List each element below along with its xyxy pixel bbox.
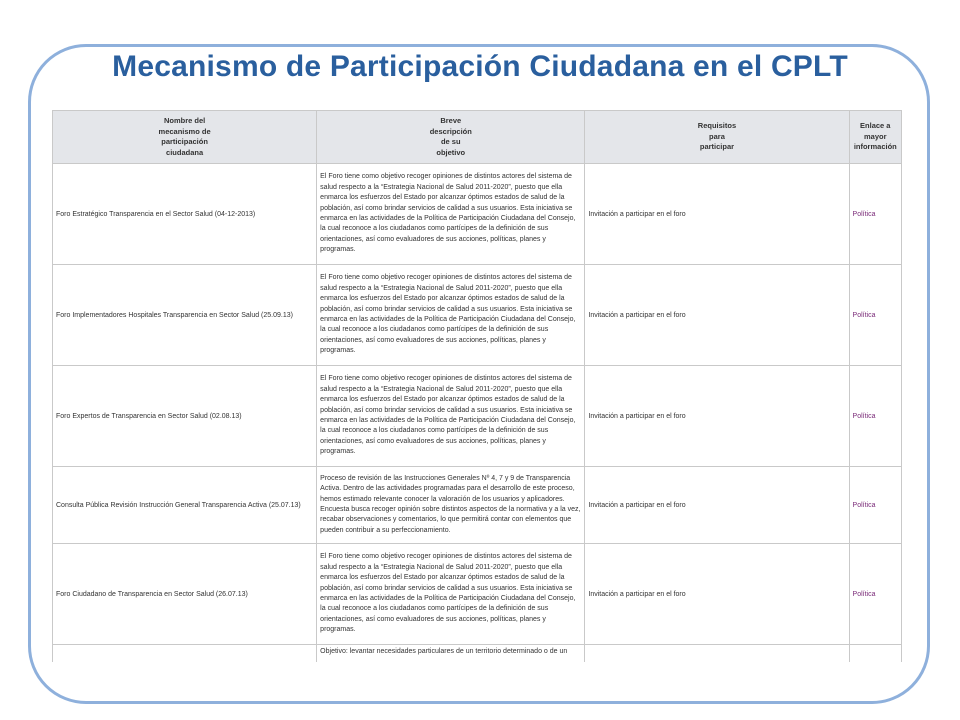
table-header-row	[53, 111, 902, 164]
mechanism-description: Proceso de revisión de las Instrucciones Generales Nº 4, 7 y 9 de Transparencia Activa. Dentro de las actividades programadas para el desarrollo de este proceso, hemos estimado relevante conocer la valoración de los usuarios y aplicadores. Encuesta busca recoger opinión sobre distintos aspectos de la normativa y a la vez, recabar observaciones y comentarios, lo que permitirá contar con elementos que pueden contribuir a su perfeccionamiento.	[317, 467, 585, 544]
more-info-link[interactable]: Política	[849, 467, 901, 544]
mechanism-name: Foro Implementadores Hospitales Transparencia en Sector Salud (25.09.13)	[53, 265, 317, 366]
more-info-link[interactable]	[849, 645, 901, 663]
mechanism-requirements: Invitación a participar en el foro	[585, 265, 849, 366]
mechanism-description: Objetivo: levantar necesidades particulares de un territorio determinado o de un	[317, 645, 585, 663]
table-row	[53, 366, 902, 467]
more-info-link[interactable]: Política	[849, 544, 901, 645]
mechanism-description: El Foro tiene como objetivo recoger opiniones de distintos actores del sistema de salud respecto a la “Estrategia Nacional de Salud 2011-2020”, puesto que ella enmarca los esfuerzos del Estado por alcanzar óptimos estados de salud de la población, así como brindar servicios de calidad a sus usuarios. Esta iniciativa se enmarca en las actividades de la Política de Participación Ciudadana del Consejo, la cual reconoce a los ciudadanos como partícipes de la definición de sus orientaciones, así como evaluadores de sus acciones, políticas, planes y programas.	[317, 265, 585, 366]
table-row	[53, 544, 902, 645]
mechanism-requirements: Invitación a participar en el foro	[585, 544, 849, 645]
header-link: Enlace a mayor información	[849, 111, 901, 164]
table-row	[53, 265, 902, 366]
mechanism-requirements: Invitación a participar en el foro	[585, 164, 849, 265]
mechanism-name: Foro Expertos de Transparencia en Sector Salud (02.08.13)	[53, 366, 317, 467]
header-requirements: Requisitos para participar	[585, 111, 849, 164]
mechanism-name: Consulta Pública Revisión Instrucción General Transparencia Activa (25.07.13)	[53, 467, 317, 544]
mechanism-name: Foro Ciudadano de Transparencia en Sector Salud (26.07.13)	[53, 544, 317, 645]
mechanism-name: Foro Estratégico Transparencia en el Sector Salud (04-12-2013)	[53, 164, 317, 265]
more-info-link[interactable]: Política	[849, 366, 901, 467]
table-row	[53, 467, 902, 544]
header-mechanism-name: Nombre del mecanismo de participación ciudadana	[53, 111, 317, 164]
participation-table-container	[52, 110, 902, 662]
more-info-link[interactable]: Política	[849, 265, 901, 366]
mechanism-description: El Foro tiene como objetivo recoger opiniones de distintos actores del sistema de salud respecto a la “Estrategia Nacional de Salud 2011-2020”, puesto que ella enmarca los esfuerzos del Estado por alcanzar óptimos estados de salud de la población, así como brindar servicios de calidad a sus usuarios. Esta iniciativa se enmarca en las actividades de la Política de Participación Ciudadana del Consejo, la cual reconoce a los ciudadanos como partícipes de la definición de sus orientaciones, así como evaluadores de sus acciones, políticas, planes y programas.	[317, 366, 585, 467]
table-row	[53, 164, 902, 265]
mechanism-requirements: Invitación a participar en el foro	[585, 366, 849, 467]
mechanism-requirements: Invitación a participar en el foro	[585, 467, 849, 544]
participation-table	[52, 110, 902, 662]
mechanism-requirements	[585, 645, 849, 663]
mechanism-name	[53, 645, 317, 663]
mechanism-description: El Foro tiene como objetivo recoger opiniones de distintos actores del sistema de salud respecto a la “Estrategia Nacional de Salud 2011-2020”, puesto que ella enmarca los esfuerzos del Estado por alcanzar óptimos estados de salud de la población, así como brindar servicios de calidad a sus usuarios. Esta iniciativa se enmarca en las actividades de la Política de Participación Ciudadana del Consejo, la cual reconoce a los ciudadanos como partícipes de la definición de sus orientaciones, así como evaluadores de sus acciones, políticas, planes y programas.	[317, 164, 585, 265]
header-description: Breve descripción de su objetivo	[317, 111, 585, 164]
table-row	[53, 645, 902, 663]
slide-title: Mecanismo de Participación Ciudadana en el CPLT	[112, 50, 848, 83]
mechanism-description: El Foro tiene como objetivo recoger opiniones de distintos actores del sistema de salud respecto a la “Estrategia Nacional de Salud 2011-2020”, puesto que ella enmarca los esfuerzos del Estado por alcanzar óptimos estados de salud de la población, así como brindar servicios de calidad a sus usuarios. Esta iniciativa se enmarca en las actividades de la Política de Participación Ciudadana del Consejo, la cual reconoce a los ciudadanos como partícipes de la definición de sus orientaciones, así como evaluadores de sus acciones, políticas, planes y programas.	[317, 544, 585, 645]
more-info-link[interactable]: Política	[849, 164, 901, 265]
